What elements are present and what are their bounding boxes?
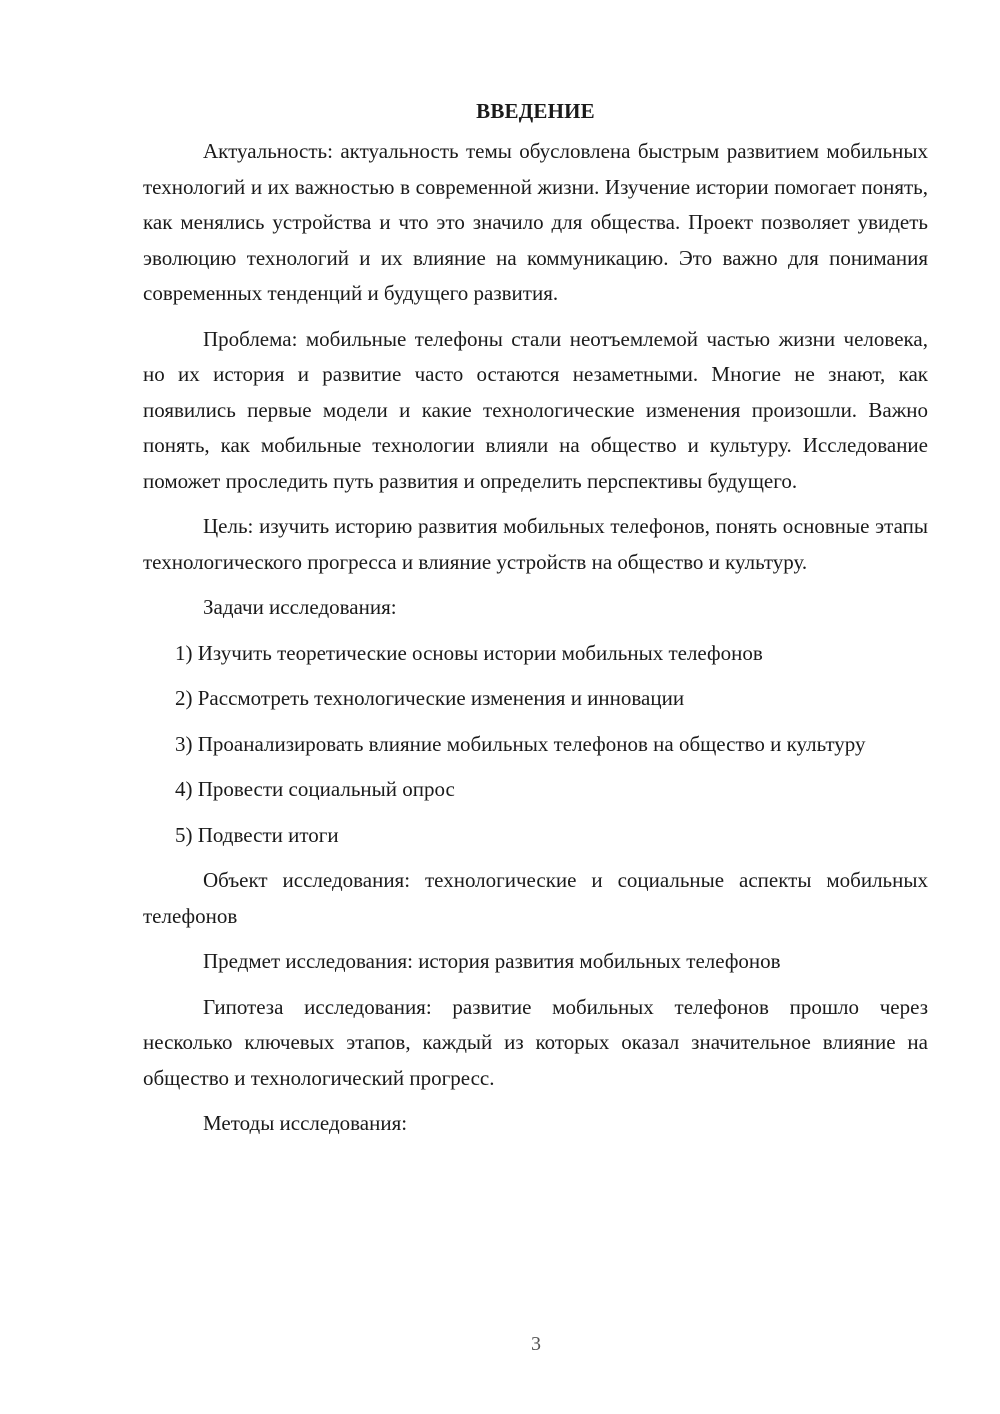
task-item-5: 5) Подвести итоги — [175, 822, 339, 847]
problem-paragraph: Проблема: мобильные телефоны стали неотъемлемой частью жизни человека, но их история и развитие часто остаются незаметными. Многие не знают, как появились первые модели и какие технологические изменения произошли. Важно понять, как мобильные технологии влияли на общество и культуру. Исследование поможет проследить путь развития и определить перспективы будущего. — [143, 326, 928, 493]
relevance-paragraph: Актуальность: актуальность темы обусловлена быстрым развитием мобильных технологий и их важностью в современной жизни. Изучение истории помогает понять, как менялись устройства и что это значило для общества. Проект позволяет увидеть эволюцию технологий и их влияние на коммуникацию. Это важно для понимания современных тенденций и будущего развития. — [143, 139, 928, 305]
page-title: ВВЕДЕНИЕ — [476, 99, 595, 123]
document-page — [143, 96, 928, 1152]
object-paragraph: Объект исследования: технологические и социальные аспекты мобильных телефонов — [143, 868, 928, 928]
methods-heading: Методы исследования: — [203, 1111, 408, 1135]
hypothesis-paragraph: Гипотеза исследования: развитие мобильных телефонов прошло через несколько ключевых этапов, каждый из которых оказал значительное влияние на общество и технологический прогресс. — [143, 994, 928, 1090]
goal-paragraph: Цель: изучить историю развития мобильных телефонов, понять основные этапы технологического прогресса и влияние устройств на общество и культуру. — [143, 514, 928, 574]
task-item-4: 4) Провести социальный опрос — [175, 777, 455, 801]
task-item-1: 1) Изучить теоретические основы истории мобильных телефонов — [175, 640, 763, 665]
task-item-2: 2) Рассмотреть технологические изменения и инновации — [175, 686, 685, 710]
page-number: 3 — [531, 1333, 541, 1355]
tasks-heading: Задачи исследования: — [203, 595, 397, 619]
subject-paragraph: Предмет исследования: история развития мобильных телефонов — [203, 949, 781, 973]
task-item-3: 3) Проанализировать влияние мобильных телефонов на общество и культуру — [175, 731, 866, 756]
